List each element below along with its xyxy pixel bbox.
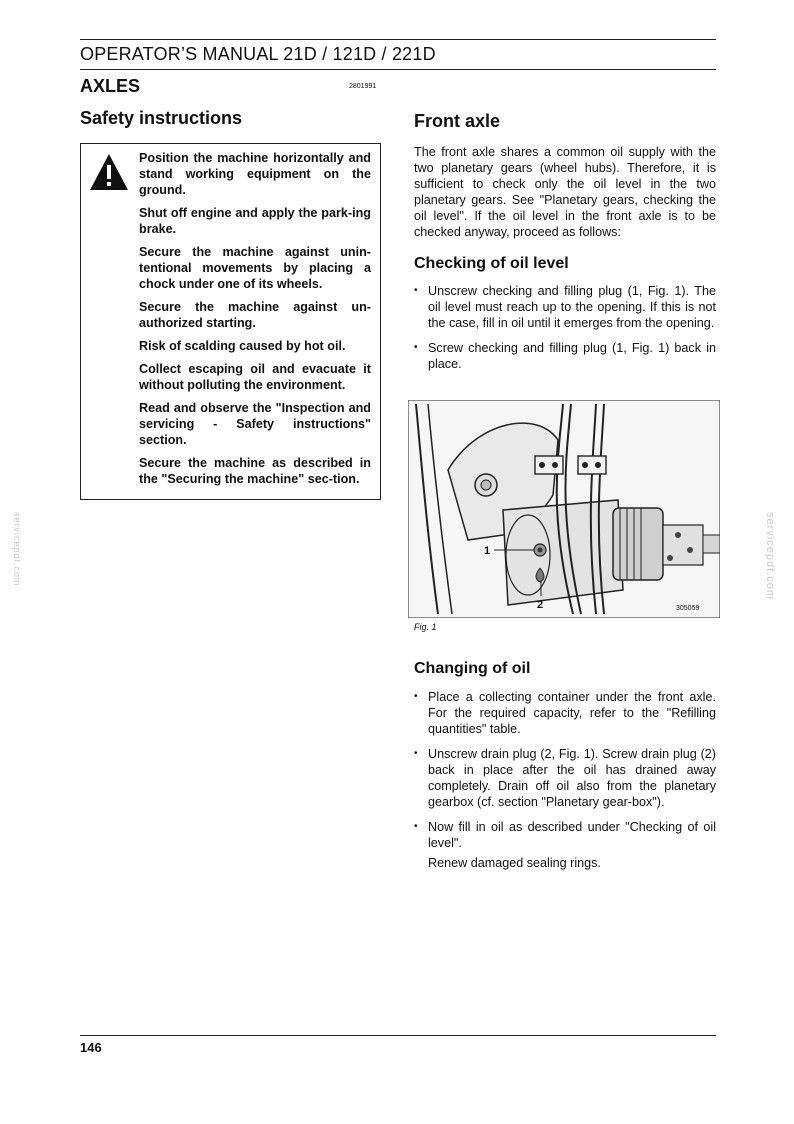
warning-triangle-icon — [88, 152, 130, 192]
safety-item: Secure the machine against unin-tentional movements by placing a chock under one of its wheels. — [139, 245, 371, 291]
callout-2-label: 2 — [537, 599, 544, 611]
checking-heading: Checking of oil level — [414, 255, 569, 272]
safety-item: Risk of scalding caused by hot oil. — [139, 339, 346, 353]
document-number: 2801991 — [349, 83, 377, 90]
changing-heading: Changing of oil — [414, 660, 531, 677]
safety-item: Secure the machine against un-authorized starting. — [139, 300, 371, 330]
checking-list — [414, 283, 716, 372]
safety-item: Collect escaping oil and evacuate it without polluting the environment. — [139, 362, 371, 392]
safety-item: Secure the machine as described in the "Securing the machine" sec-tion. — [139, 456, 371, 486]
front-axle-intro: The front axle shares a common oil supply with the two planetary gears (wheel hubs). Therefore, it is sufficient to check only the oil level in the two planetary gears. See "Planetary gears, checking the oil level". If the oil level in the front axle is to be checked anyway, proceed as follows: — [414, 145, 716, 239]
header-rule — [80, 69, 716, 70]
section-title: AXLES — [80, 76, 141, 96]
callout-1-label: 1 — [484, 545, 491, 557]
safety-item: Position the machine horizontally and stand working equipment on the ground. — [139, 151, 371, 197]
safety-warning-box — [80, 143, 381, 500]
watermark-left: servicepdf.com — [12, 512, 22, 587]
footer-rule — [80, 1035, 716, 1036]
list-item: • Unscrew drain plug (2, Fig. 1). Screw drain plug (2) back in place after the oil has drained away completely. Drain off oil also from the planetary gearbox (cf. section "Planetary gear-box"). — [414, 746, 716, 810]
safety-item: Shut off engine and apply the park-ing brake. — [139, 206, 371, 236]
changing-list — [414, 689, 716, 851]
sealing-rings-note: Renew damaged sealing rings. — [428, 856, 601, 870]
list-item: • Place a collecting container under the front axle. For the required capacity, refer to the "Refilling quantities" table. — [414, 689, 716, 737]
figure-caption: Fig. 1 — [414, 622, 437, 632]
watermark-right: servicepdf.com — [764, 512, 776, 600]
safety-item: Read and observe the "Inspection and servicing - Safety instructions" section. — [139, 401, 371, 447]
list-item: • Screw checking and filling plug (1, Fig. 1) back in place. — [414, 340, 716, 372]
list-item: • Now fill in oil as described under "Checking of oil level". — [414, 819, 716, 851]
page-number: 146 — [80, 1040, 102, 1055]
safety-list — [139, 150, 371, 494]
top-rule — [80, 39, 716, 40]
safety-heading: Safety instructions — [80, 108, 243, 128]
front-axle-heading: Front axle — [414, 111, 501, 131]
list-item: • Unscrew checking and filling plug (1, Fig. 1). The oil level must reach up to the opening. If this is not the case, fill in oil until it emerges from the opening. — [414, 283, 716, 331]
figure-front-axle-photo — [408, 400, 720, 618]
manual-title: OPERATOR’S MANUAL 21D / 121D / 221D — [80, 44, 436, 64]
figure-code: 305059 — [676, 605, 700, 612]
